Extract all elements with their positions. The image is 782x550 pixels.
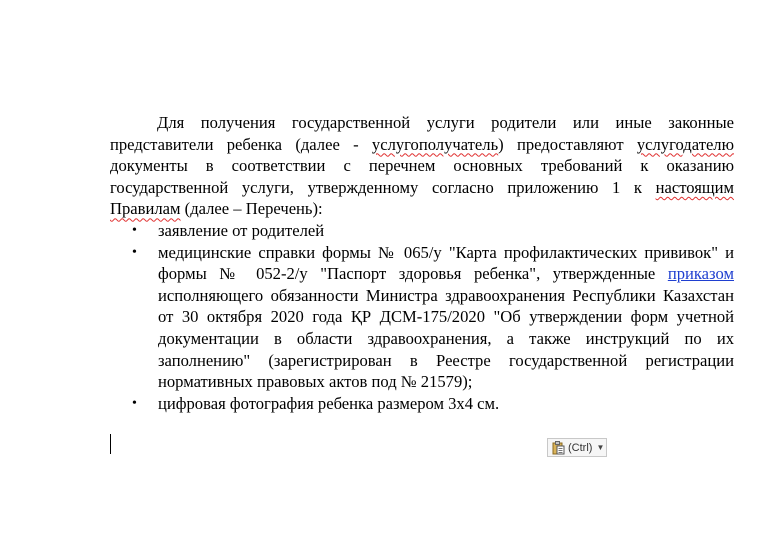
misspelled-word: услугодателю bbox=[636, 134, 734, 154]
list-item-text: цифровая фотография ребенка размером 3х4 см. bbox=[158, 393, 500, 413]
document-body[interactable] bbox=[110, 112, 734, 414]
text-cursor bbox=[110, 434, 111, 454]
bullet-icon: • bbox=[132, 244, 137, 260]
order-link[interactable]: приказом bbox=[667, 264, 734, 284]
bullet-icon: • bbox=[132, 395, 137, 411]
list-item-text: медицинские справки формы № 065/у "Карта профилактических прививок" и формы № 052-2/у "Паспорт здоровья ребенка", утвержденные bbox=[158, 242, 734, 284]
requirements-list bbox=[110, 220, 734, 414]
text-run: ) предоставляют bbox=[498, 134, 637, 154]
paste-options-button[interactable] bbox=[547, 438, 607, 457]
list-item bbox=[110, 393, 734, 415]
text-run: документы в соответствии с перечнем основных требований к оказанию государственной услуги, утвержденному согласно приложению 1 к bbox=[110, 156, 734, 197]
bullet-icon: • bbox=[132, 222, 137, 238]
text-run: Для получения государственной услуги родители или иные законные представители ребенка (далее - bbox=[110, 113, 734, 154]
misspelled-word: услугополучатель bbox=[371, 134, 499, 154]
misspelled-word: настоящим Правилам bbox=[110, 177, 734, 219]
list-item-text: заявление от родителей bbox=[158, 220, 325, 240]
list-item bbox=[110, 242, 734, 393]
text-run: (далее – Перечень): bbox=[180, 199, 323, 219]
triangle-down-icon[interactable]: ▼ bbox=[596, 443, 605, 452]
intro-paragraph[interactable] bbox=[110, 112, 734, 220]
list-item-text: исполняющего обязанности Министра здравоохранения Республики Казахстан от 30 октября 2020 года ҚР ДСМ-175/2020 "Об утверждении форм учетной документации в области здравоохранения, а также инструкций по их заполнению" (зарегистрирован в Реестре государственной регистрации нормативных правовых актов под № 21579); bbox=[158, 285, 734, 392]
list-item bbox=[110, 220, 734, 242]
paste-options-label: (Ctrl) bbox=[568, 441, 593, 454]
clipboard-paste-icon bbox=[552, 441, 565, 455]
